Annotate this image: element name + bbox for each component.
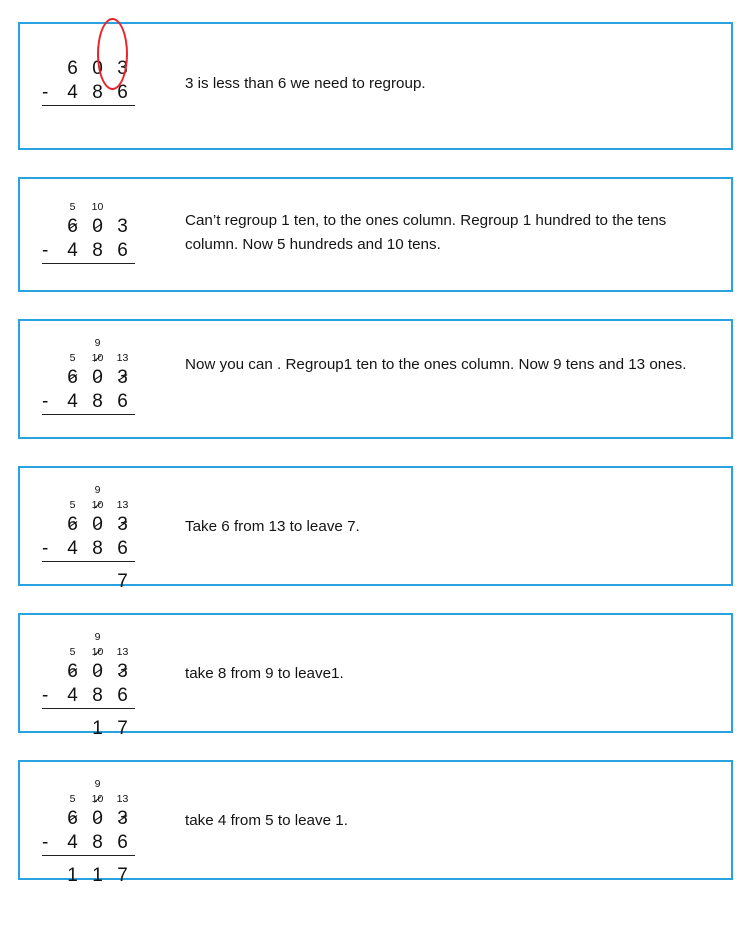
subtrahend-digit: 8 [92,240,103,261]
subtrahend-digit: 4 [67,832,78,853]
regroup-value: 5 [69,351,76,364]
regroup-mark [85,338,110,349]
regroup-value: 5 [69,200,76,213]
sum-area [20,321,185,415]
regroup-value: 10 [91,498,104,511]
regroup-mark [110,794,135,805]
digit-value: 3 [117,58,128,79]
minus-operator: - [42,82,49,103]
minuend-digit [85,662,110,681]
step-explanation: take 8 from 9 to leave1. [185,665,344,682]
regroup-mark [110,500,135,511]
regroup-mark [60,202,85,213]
minuend-digit [60,662,85,681]
digit-value: 6 [67,58,78,79]
step-explanation: Now you can . Regroup1 ten to the ones column. Now 9 tens and 13 ones. [185,356,687,373]
minuend-row [42,804,135,828]
answer-digit: 1 [67,865,78,886]
step-panel [18,760,733,886]
subtrahend-digit: 6 [117,538,128,559]
answer-digit: 7 [117,718,128,739]
regroup-value: 9 [94,483,101,496]
minuend-digit [60,515,85,534]
digit-value: 6 [67,216,78,237]
minuend-digit [110,662,135,681]
step-panel [18,319,733,439]
digit-value: 0 [92,661,103,682]
regroup-mark [60,647,85,658]
digit-value: 6 [67,808,78,829]
minuend-digit [60,809,85,828]
minuend-digit [85,368,110,387]
regroup-row-upper [42,480,135,495]
digit-value: 3 [117,514,128,535]
subtrahend-row [42,828,135,852]
regroup-value: 13 [116,351,129,364]
subtrahend-row [42,78,135,102]
regroup-row-lower [42,789,135,804]
sum-area [20,179,185,264]
answer-row [42,562,135,591]
subtrahend-digit: 4 [67,391,78,412]
vertical-subtraction [42,54,135,106]
regroup-value: 13 [116,792,129,805]
subtrahend-digit: 8 [92,685,103,706]
vertical-subtraction [42,627,135,738]
subtrahend-row [42,236,135,260]
minus-operator: - [42,685,49,706]
answer-digit: 1 [92,865,103,886]
step-explanation: take 4 from 5 to leave 1. [185,812,348,829]
minuend-digit [60,59,85,78]
vertical-subtraction [42,333,135,415]
subtrahend-digit: 8 [92,82,103,103]
answer-digit: 7 [117,571,128,592]
minus-operator: - [42,538,49,559]
minuend-digit [60,217,85,236]
step-explanation: 3 is less than 6 we need to regroup. [185,75,426,92]
regroup-mark [85,202,110,213]
regroup-mark [110,647,135,658]
regroup-row-lower [42,197,135,212]
minus-operator: - [42,391,49,412]
regroup-mark [85,632,110,643]
minus-operator: - [42,240,49,261]
regroup-row-upper [42,774,135,789]
regroup-value: 10 [91,645,104,658]
minus-operator: - [42,832,49,853]
subtrahend-digit: 8 [92,832,103,853]
subtrahend-digit: 8 [92,538,103,559]
sum-area [20,615,185,743]
step-panel [18,466,733,592]
regroup-mark [60,500,85,511]
regroup-row-upper [42,627,135,642]
minuend-digit [110,59,135,78]
digit-value: 3 [117,661,128,682]
digit-value: 0 [92,514,103,535]
subtrahend-row [42,387,135,411]
subtrahend-digit: 4 [67,240,78,261]
subtrahend-digit: 6 [117,685,128,706]
step-explanation: Can’t regroup 1 ten, to the ones column. Regroup 1 hundred to the tens column. Now 5 hundreds and 10 tens. [185,212,671,253]
sum-area [20,24,185,106]
digit-value: 0 [92,367,103,388]
regroup-value: 9 [94,777,101,790]
regroup-row-lower [42,348,135,363]
regroup-value: 9 [94,336,101,349]
digit-value: 6 [67,661,78,682]
step-panel [18,613,733,739]
minuend-digit [110,368,135,387]
minuend-row [42,657,135,681]
regroup-row-lower [42,642,135,657]
regroup-mark [85,779,110,790]
regroup-value: 5 [69,498,76,511]
subtrahend-digit: 6 [117,832,128,853]
minuend-row [42,363,135,387]
subtrahend-row [42,534,135,558]
step-panel [18,22,733,150]
subtrahend-digit: 4 [67,82,78,103]
minuend-digit [110,515,135,534]
sum-area [20,468,185,596]
minuend-digit [110,809,135,828]
minuend-digit [85,515,110,534]
answer-digit: 1 [92,718,103,739]
sum-area [20,762,185,890]
subtrahend-digit: 4 [67,538,78,559]
digit-value: 0 [92,808,103,829]
subtrahend-digit: 4 [67,685,78,706]
digit-value: 6 [67,367,78,388]
digit-value: 3 [117,367,128,388]
regroup-mark [60,794,85,805]
subtrahend-row [42,681,135,705]
regroup-mark [85,500,110,511]
regroup-mark [60,353,85,364]
regroup-row-lower [42,495,135,510]
minuend-digit [85,59,110,78]
minuend-digit [85,809,110,828]
step-panel [18,177,733,292]
answer-rule [42,414,135,415]
digit-value: 0 [92,216,103,237]
subtrahend-digit: 6 [117,391,128,412]
digit-value: 3 [117,216,128,237]
regroup-mark [85,794,110,805]
answer-digit: 7 [117,865,128,886]
subtrahend-digit: 6 [117,240,128,261]
regroup-value: 13 [116,498,129,511]
answer-rule [42,105,135,106]
regroup-mark [85,647,110,658]
digit-value: 0 [92,58,103,79]
regroup-mark [85,485,110,496]
minuend-digit [60,368,85,387]
vertical-subtraction [42,480,135,591]
regroup-mark [110,353,135,364]
regroup-value: 10 [91,200,104,213]
minuend-digit [110,217,135,236]
regroup-value: 5 [69,645,76,658]
regroup-value: 10 [91,351,104,364]
digit-value: 3 [117,808,128,829]
regroup-row-upper [42,333,135,348]
answer-row [42,856,135,885]
subtrahend-digit: 8 [92,391,103,412]
regroup-value: 5 [69,792,76,805]
subtrahend-digit: 6 [117,82,128,103]
vertical-subtraction [42,774,135,885]
regroup-value: 9 [94,630,101,643]
answer-row [42,709,135,738]
regroup-mark [85,353,110,364]
minuend-row [42,212,135,236]
minuend-digit [85,217,110,236]
step-explanation: Take 6 from 13 to leave 7. [185,518,360,535]
regroup-value: 10 [91,792,104,805]
answer-rule [42,263,135,264]
digit-value: 6 [67,514,78,535]
minuend-row [42,510,135,534]
minuend-row [42,54,135,78]
regrouping-worksheet [18,22,733,907]
regroup-value: 13 [116,645,129,658]
vertical-subtraction [42,197,135,264]
